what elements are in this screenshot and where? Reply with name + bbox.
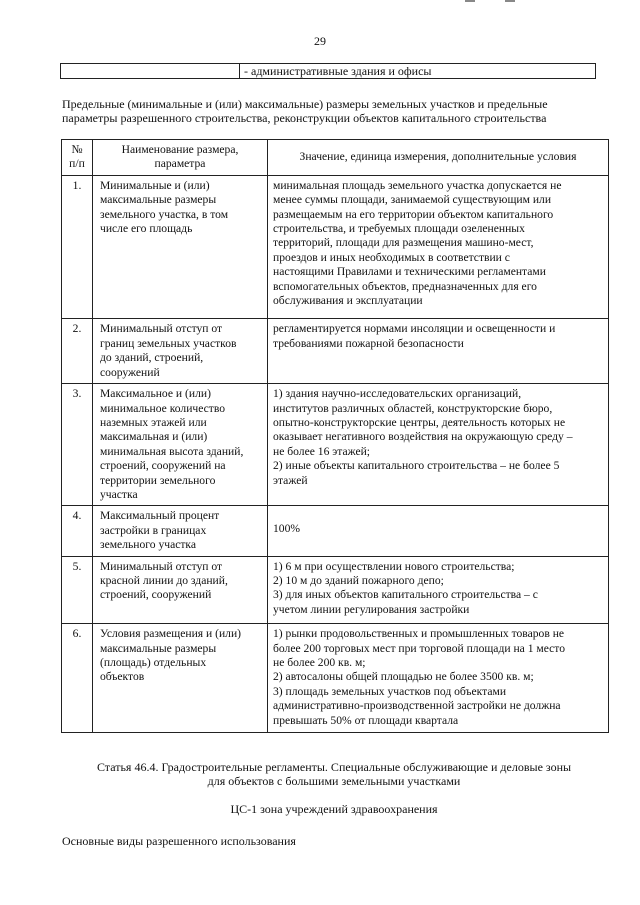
- parameter-value-line: настоящими Правилами и техническими регламентами: [273, 265, 546, 279]
- parameter-value-line: не более 200 кв. м;: [273, 656, 366, 669]
- parameter-value-line: 1) здания научно-исследовательских организаций,: [273, 387, 522, 401]
- table-row: [62, 506, 609, 556]
- parameter-value-line: проездов и иных необходимых в соответствии с: [273, 250, 510, 264]
- parameter-name-line: Максимальное и (или): [100, 387, 211, 401]
- parameter-name-line: Минимальный отступ от: [100, 322, 223, 336]
- parameter-name-line: строений, сооружений: [100, 588, 212, 602]
- parameter-name-line: минимальная высота зданий,: [100, 444, 244, 458]
- parameter-name-line: до зданий, строений,: [100, 351, 204, 365]
- continued-table-row: [60, 63, 596, 79]
- parameter-value-line: 2) 10 м до зданий пожарного депо;: [273, 573, 444, 587]
- parameter-name: [93, 175, 268, 319]
- parameter-name-line: максимальные размеры: [100, 641, 217, 655]
- zone-heading: ЦС-1 зона учреждений здравоохранения: [230, 802, 438, 816]
- table-row: [62, 624, 609, 733]
- row-number: 1.: [62, 175, 93, 319]
- parameter-value-line: 3) для иных объектов капитального строительства – с: [273, 588, 538, 602]
- parameter-name-line: границ земельных участков: [100, 336, 237, 350]
- parameter-value-line: более 200 торговых мест при торговой площади на 1 место: [273, 641, 566, 655]
- parameter-value-line: оказывает негативного воздействия на окружающую среду –: [273, 430, 573, 444]
- article-heading: [60, 760, 608, 788]
- parameter-name: [93, 319, 268, 384]
- parameter-value-line: обслуживания и эксплуатации: [273, 294, 423, 308]
- header-num: [62, 140, 93, 176]
- parameter-value-line: 1) рынки продовольственных и промышленных товаров не: [273, 627, 565, 641]
- parameter-value-line: вспомогательных объектов, предназначенных для его: [273, 279, 537, 293]
- header-num-line: №: [71, 143, 83, 156]
- row-number: 2.: [62, 319, 93, 384]
- parameter-value-line: 2) автосалоны общей площадью не более 3500 кв. м;: [273, 670, 534, 684]
- parameters-table: [61, 139, 609, 733]
- header-name-line: параметра: [154, 157, 206, 171]
- parameter-name-line: Минимальный отступ от: [100, 559, 223, 573]
- parameter-value: [268, 556, 609, 624]
- table-row: [62, 319, 609, 384]
- parameter-value-line: строительства, и требуемых площади озелененных: [273, 222, 525, 236]
- parameter-name: [93, 506, 268, 556]
- parameter-value-line: 3) площадь земельных участков под объектами: [273, 684, 507, 698]
- parameter-value-line: 1) 6 м при осуществлении нового строительства;: [273, 559, 515, 573]
- table-header-row: [62, 140, 609, 176]
- parameter-value-line: административно-производственной застройки не должна: [273, 699, 561, 713]
- parameter-value-line: институтов различных областей, конструкторские бюро,: [273, 401, 553, 415]
- article-line: Статья 46.4. Градостроительные регламенты. Специальные обслуживающие и деловые зоны: [96, 760, 572, 774]
- table-caption: [62, 97, 602, 125]
- parameter-value: [268, 506, 609, 556]
- article-line: для объектов с большими земельными участками: [207, 774, 461, 788]
- parameter-name-line: (площадь) отдельных: [100, 656, 207, 669]
- table-body: [62, 175, 609, 732]
- parameter-name-line: числе его площадь: [100, 222, 193, 236]
- parameter-name-line: земельного участка: [100, 538, 197, 552]
- parameter-value: [268, 624, 609, 733]
- parameter-value-line: 100%: [273, 522, 301, 536]
- parameter-name-line: сооружений: [100, 365, 160, 379]
- use-type-cell: - административные здания и офисы: [240, 64, 596, 79]
- parameter-value: [268, 384, 609, 506]
- parameter-value-line: опытно-конструкторские центры, деятельность которых не: [273, 415, 566, 429]
- parameter-name-line: максимальная и (или): [100, 430, 208, 444]
- parameter-value-line: учетом линии регулирования застройки: [273, 602, 470, 616]
- parameter-value-line: менее суммы площади, занимаемой существующим или: [273, 193, 552, 207]
- parameter-value-line: требованиями пожарной безопасности: [273, 336, 464, 350]
- parameter-name-line: объектов: [100, 670, 145, 684]
- parameter-name-line: Минимальные и (или): [100, 178, 210, 192]
- parameter-name-line: наземных этажей или: [100, 415, 207, 429]
- row-number: 3.: [62, 384, 93, 506]
- page-number: 29: [314, 34, 326, 48]
- parameter-value-line: 2) иные объекты капитального строительства – не более 5: [273, 459, 560, 473]
- parameter-name: [93, 556, 268, 624]
- header-name-line: Наименование размера,: [121, 143, 239, 156]
- parameter-name-line: застройки в границах: [100, 523, 207, 537]
- parameter-name-line: участка: [100, 487, 138, 501]
- parameter-value-line: минимальная площадь земельного участка допускается не: [273, 178, 562, 192]
- table-row: [62, 175, 609, 319]
- row-number: 6.: [62, 624, 93, 733]
- caption-line: параметры разрешенного строительства, реконструкции объектов капитального строительства: [62, 111, 547, 125]
- parameter-name-line: Максимальный процент: [100, 509, 220, 523]
- header-value: Значение, единица измерения, дополнительные условия: [268, 140, 609, 176]
- parameter-name: [93, 384, 268, 506]
- header-name: [93, 140, 268, 176]
- scan-mark: [465, 0, 475, 2]
- parameter-name-line: минимальное количество: [100, 401, 226, 415]
- parameter-value-line: этажей: [273, 473, 308, 487]
- scan-mark: [505, 0, 515, 2]
- parameter-value-line: регламентируется нормами инсоляции и освещенности и: [273, 322, 556, 336]
- empty-cell: [61, 64, 240, 79]
- row-number: 5.: [62, 556, 93, 624]
- table-row: [62, 556, 609, 624]
- parameter-name-line: территории земельного: [100, 473, 216, 487]
- parameter-value: [268, 175, 609, 319]
- parameter-name-line: Условия размещения и (или): [100, 627, 242, 641]
- parameter-value: [268, 319, 609, 384]
- parameter-name-line: земельного участка, в том: [100, 207, 229, 221]
- caption-line: Предельные (минимальные и (или) максимальные) размеры земельных участков и предельные: [62, 97, 548, 111]
- row-number: 4.: [62, 506, 93, 556]
- parameter-value-line: территорий, площади для размещения машино-мест,: [273, 236, 534, 250]
- parameter-name-line: строений, сооружений на: [100, 459, 226, 473]
- parameter-name: [93, 624, 268, 733]
- parameter-name-line: максимальные размеры: [100, 193, 217, 207]
- parameter-name-line: красной линии до зданий,: [100, 573, 228, 587]
- section-heading: Основные виды разрешенного использования: [62, 834, 296, 848]
- header-num-line: п/п: [69, 157, 85, 171]
- parameter-value-line: превышать 50% от площади квартала: [273, 713, 459, 727]
- parameter-value-line: размещаемым на его территории объектом капитального: [273, 207, 554, 221]
- parameter-value-line: не более 16 этажей;: [273, 444, 371, 458]
- table-row: [62, 384, 609, 506]
